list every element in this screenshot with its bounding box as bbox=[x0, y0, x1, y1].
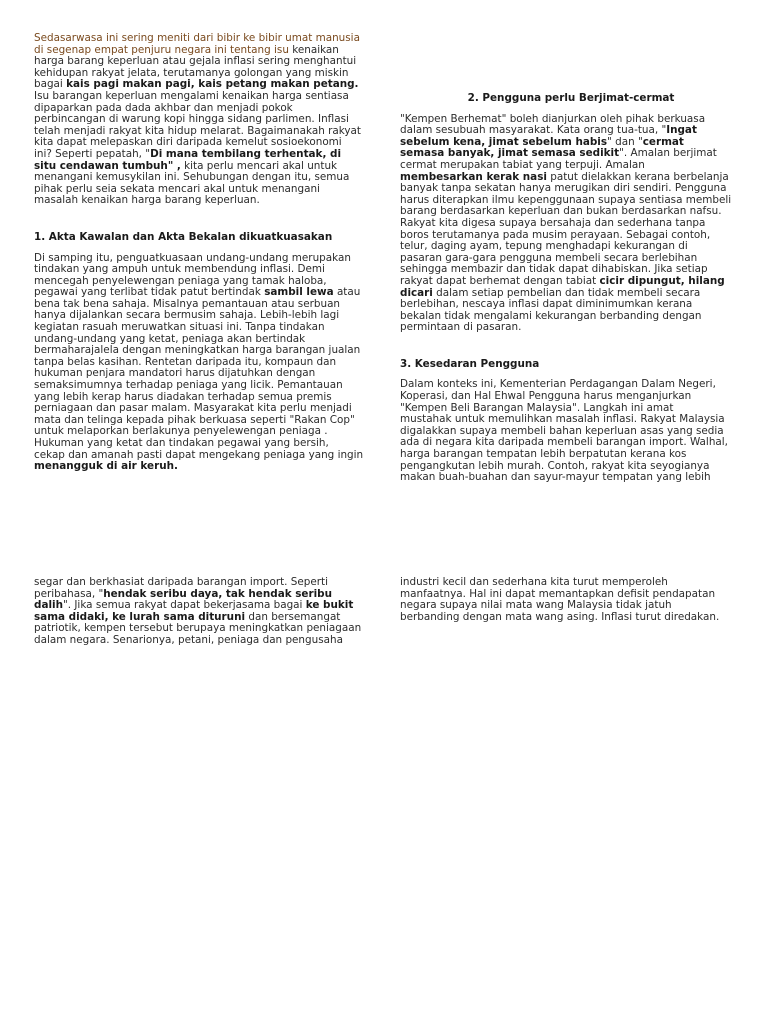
section-2-proverb: Ingat bbox=[666, 124, 697, 137]
section-3-line: harga barangan tempatan lebih berpatutan kerana kos bbox=[400, 448, 687, 461]
section-2-idiom: membesarkan kerak nasi bbox=[400, 170, 547, 183]
section-1-line: tanpa belas kasihan. Rentetan daripada itu, kompaun dan bbox=[34, 355, 337, 368]
section-2-proverb: cermat bbox=[642, 135, 684, 148]
continuation-line: ". Jika semua rakyat dapat bekerjasama bagai bbox=[62, 599, 303, 612]
section-2-line: telur, daging ayam, tepung menghadapi kekurangan di bbox=[400, 240, 688, 253]
section-3-line: mustahak untuk memulihkan masalah inflasi. Rakyat Malaysia bbox=[400, 413, 725, 426]
intro-line: ini? Seperti pepatah, " bbox=[34, 147, 151, 160]
section-2-paragraph bbox=[400, 114, 742, 334]
intro-line: dipaparkan pada dada akhbar dan menjadi pokok bbox=[34, 101, 293, 114]
section-2-line: cermat merupakan tabiat yang terpuji. Amalan bbox=[400, 158, 645, 171]
continuation-line: peribahasa, " bbox=[34, 587, 104, 600]
section-2-line: sehingga membazir dan tidak dapat dihabiskan. Jika setiap bbox=[400, 263, 708, 276]
continuation-proverb: hendak seribu daya, tak hendak seribu bbox=[103, 587, 332, 600]
section-1-heading: 1. Akta Kawalan dan Akta Bekalan dikuatkuasakan bbox=[34, 230, 333, 243]
intro-line: kehidupan rakyat jelata, terutamanya golongan yang miskin bbox=[34, 66, 349, 79]
conclusion-paragraph bbox=[400, 577, 742, 623]
section-1-line: kegiatan rasuah meruwatkan situasi ini. Tanpa tindakan bbox=[34, 321, 325, 334]
section-2-line: pasaran gara-gara pengguna membeli secara berlebihan bbox=[400, 251, 698, 264]
intro-line: kita dapat melepaskan diri daripada kemelut sosioekonomi bbox=[34, 136, 342, 149]
section-1-line: pegawai yang terlibat tidak patut bertindak bbox=[34, 286, 261, 299]
section-1-line: untuk melaporkan berlakunya penyelewengan peniaga . bbox=[34, 425, 328, 438]
section-2-heading: 2. Pengguna perlu Berjimat-cermat bbox=[467, 92, 675, 104]
intro-line: kita perlu mencari akal untuk bbox=[180, 159, 338, 172]
section-1-line: Di samping itu, penguatkuasaan undang-undang merupakan bbox=[34, 251, 351, 264]
section-1-line: hanya dijalankan secara bermusim sahaja. Lebih-lebih lagi bbox=[34, 309, 340, 322]
section-2-line: "Kempen Berhemat" boleh dianjurkan oleh pihak berkuasa bbox=[400, 112, 706, 125]
continuation-line: segar dan berkhasiat daripada barangan import. Seperti bbox=[34, 576, 328, 588]
section-2-proverb: dicari bbox=[400, 286, 433, 299]
intro-line: bagai bbox=[34, 78, 63, 91]
intro-line: masalah kenaikan harga barang keperluan. bbox=[34, 194, 260, 207]
intro-proverb: situ cendawan tumbuh" , bbox=[34, 159, 181, 172]
continuation-paragraph bbox=[34, 577, 374, 647]
section-1-line: tindakan yang ampuh untuk membendung inflasi. Demi bbox=[34, 263, 325, 276]
section-2-proverb: semasa banyak, jimat semasa sedikit bbox=[400, 147, 620, 160]
column-left-bottom bbox=[34, 577, 374, 647]
section-3-line: digalakkan supaya membeli bahan keperluan asas yang sedia bbox=[400, 424, 724, 437]
continuation-line: dalam negara. Senarionya, petani, peniaga dan pengusaha bbox=[34, 633, 343, 646]
intro-line: perbincangan di warung kopi hingga sidang parlimen. Inflasi bbox=[34, 113, 349, 126]
intro-line: harga barang keperluan atau gejala inflasi sering menghantui bbox=[34, 55, 357, 68]
section-2-line: ". Amalan berjimat bbox=[619, 147, 717, 160]
continuation-line: dan bersemangat bbox=[245, 610, 341, 623]
conclusion-line: industri kecil dan sederhana kita turut memperoleh bbox=[400, 576, 668, 588]
section-1-line: undang-undang yang ketat, peniaga akan bertindak bbox=[34, 332, 306, 345]
intro-proverb: Di mana tembilang terhentak, di bbox=[150, 147, 342, 160]
section-3-paragraph bbox=[400, 379, 742, 483]
continuation-line: patriotik, kempen tersebut berupaya meningkatkan peniagaan bbox=[34, 622, 362, 635]
section-2-line: dalam setiap pembelian dan tidak membeli secara bbox=[432, 286, 701, 299]
section-1-idiom: sambil lewa bbox=[264, 286, 334, 299]
continuation-proverb: sama didaki, ke lurah sama dituruni bbox=[34, 610, 246, 623]
column-right-top bbox=[400, 93, 742, 484]
section-2-line: boros terutamanya pada musim perayaan. Sebagai contoh, bbox=[400, 228, 711, 241]
continuation-proverb: dalih bbox=[34, 599, 63, 612]
section-2-line: harus diterapkan ilmu kepenggunaan supaya sentiasa membeli bbox=[400, 193, 732, 206]
intro-line: pihak perlu seia sekata mencari akal untuk menangani bbox=[34, 182, 320, 195]
conclusion-line: manfaatnya. Hal ini dapat memantapkan defisit pendapatan bbox=[400, 587, 716, 600]
section-2-line: dalam sesubuah masyarakat. Kata orang tua-tua, " bbox=[400, 124, 667, 137]
intro-line: Isu barangan keperluan mengalami kenaikan harga sentiasa bbox=[34, 89, 349, 102]
section-3-line: ada di negara kita daripada membeli barangan import. Walhal, bbox=[400, 436, 728, 449]
intro-proverb: kais pagi makan pagi, kais petang makan petang. bbox=[66, 78, 359, 91]
section-2-proverb: sebelum kena, jimat sebelum habis bbox=[400, 135, 608, 148]
intro-line: di segenap empat penjuru negara ini tentang isu bbox=[34, 43, 289, 56]
section-1-line: cekap dan amanah pasti dapat mengekang peniaga yang ingin bbox=[34, 448, 364, 461]
section-1-line: hukuman penjara mandatori harus dijatuhkan dengan bbox=[34, 367, 316, 380]
section-3-line: Koperasi, dan Hal Ehwal Pengguna harus menganjurkan bbox=[400, 390, 692, 403]
section-2-line: patut dielakkan kerana berbelanja bbox=[546, 170, 729, 183]
continuation-proverb: ke bukit bbox=[305, 599, 354, 612]
section-2-line: Rakyat kita digesa supaya bersahaja dan sederhana tanpa bbox=[400, 216, 706, 229]
section-2-line: rakyat dapat berhemat dengan tabiat bbox=[400, 274, 597, 287]
section-2-line: " dan " bbox=[607, 135, 643, 148]
section-2-line: permintaan di pasaran. bbox=[400, 321, 522, 334]
column-left-top bbox=[34, 33, 374, 473]
section-3-heading: 3. Kesedaran Pengguna bbox=[400, 357, 540, 370]
intro-line: telah menjadi rakyat kita hidup melarat. Bagaimanakah rakyat bbox=[34, 124, 361, 137]
section-1-line: mata dan telinga kepada pihak berkuasa seperti "Rakan Cop" bbox=[34, 413, 355, 426]
section-1-paragraph bbox=[34, 253, 374, 473]
section-2-line: banyak tanpa sekatan hanya merugikan diri sendiri. Pengguna bbox=[400, 182, 727, 195]
section-1-line: atau bbox=[336, 286, 361, 299]
section-1-line: Hukuman yang ketat dan tindakan pegawai yang bersih, bbox=[34, 437, 329, 449]
section-1-idiom: menangguk di air keruh. bbox=[34, 460, 178, 473]
section-1-line: bena tak bena sahaja. Misalnya pemantauan atau serbuan bbox=[34, 297, 341, 310]
section-1-line: perniagaan dan pasar malam. Masyarakat kita perlu menjadi bbox=[34, 402, 352, 415]
conclusion-line: negara supaya nilai mata wang Malaysia tidak jatuh bbox=[400, 599, 672, 612]
intro-line: kenaikan bbox=[292, 43, 339, 56]
section-2-line: bekalan tidak mengalami kekurangan berbanding dengan bbox=[400, 309, 702, 322]
section-3-line: "Kempen Beli Barangan Malaysia". Langkah ini amat bbox=[400, 401, 674, 414]
section-2-line: berlebihan, nescaya inflasi dapat diminimumkan kerana bbox=[400, 298, 693, 311]
section-3-line: Dalam konteks ini, Kementerian Perdagangan Dalam Negeri, bbox=[400, 378, 716, 391]
intro-line: menangani kemusykilan ini. Sehubungan dengan itu, semua bbox=[34, 171, 350, 184]
section-2-proverb: cicir dipungut, hilang bbox=[599, 274, 725, 287]
column-right-bottom bbox=[400, 577, 742, 623]
section-1-line: yang lebih kerap harus diadakan terhadap semua premis bbox=[34, 390, 332, 403]
section-3-line: pengangkutan lebih murah. Contoh, rakyat kita seyogianya bbox=[400, 459, 710, 472]
intro-paragraph bbox=[34, 33, 374, 207]
conclusion-line: berbanding dengan mata wang asing. Inflasi turut diredakan. bbox=[400, 610, 720, 623]
section-1-line: mencegah penyelewengan peniaga yang tamak haloba, bbox=[34, 274, 327, 287]
section-2-line: barang berdasarkan keperluan dan bukan berdasarkan nafsu. bbox=[400, 205, 722, 218]
section-3-line: makan buah-buahan dan sayur-mayur tempatan yang lebih bbox=[400, 471, 711, 484]
section-1-line: bermaharajalela dengan meningkatkan harga barangan jualan bbox=[34, 344, 361, 357]
section-1-line: semaksimumnya terhadap peniaga yang licik. Pemantauan bbox=[34, 379, 343, 392]
intro-line: Sedasarwasa ini sering meniti dari bibir ke bibir umat manusia bbox=[34, 32, 360, 44]
